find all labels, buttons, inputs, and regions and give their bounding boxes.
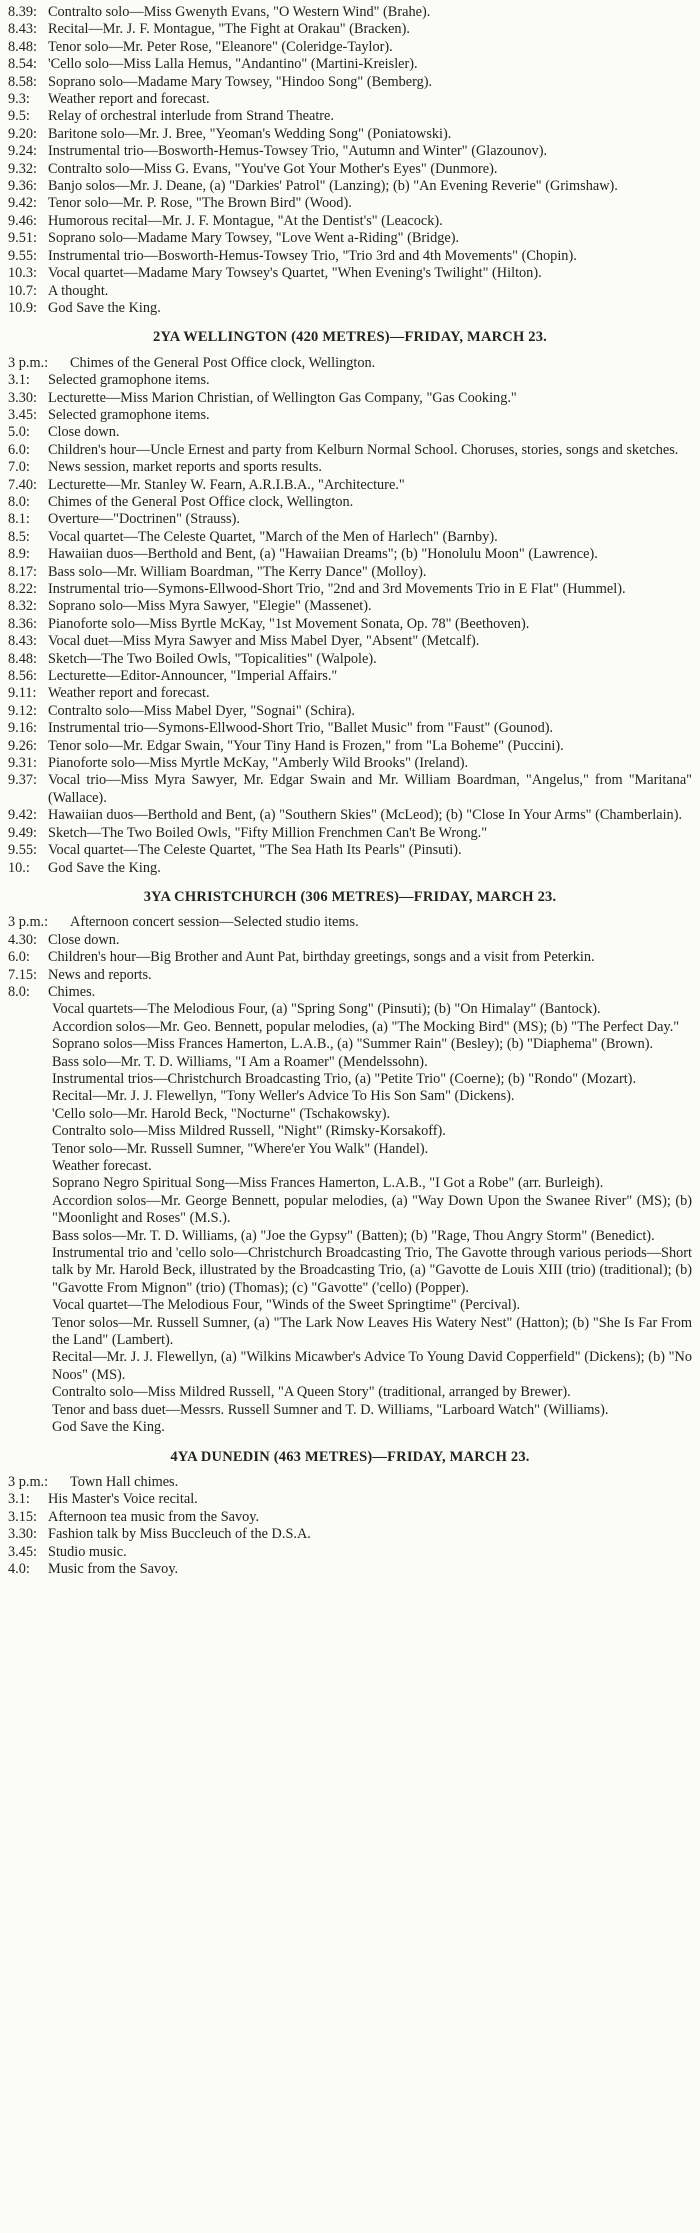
- program-entry: [8, 407, 692, 424]
- program-entry: [8, 807, 692, 824]
- entry-text: Banjo solos—Mr. J. Deane, (a) "Darkies' Patrol" (Lanzing); (b) "An Evening Reverie" (Grimshaw).: [48, 178, 618, 195]
- entry-text: Baritone solo—Mr. J. Bree, "Yeoman's Wedding Song" (Poniatowski).: [48, 125, 452, 142]
- program-entry: [8, 56, 692, 73]
- program-item: Recital—Mr. J. J. Flewellyn, (a) "Wilkins Micawber's Advice To Young David Copperfield" (Dickens); (b) "No Noos" (MS).: [52, 1349, 692, 1383]
- entry-text: Lecturette—Editor-Announcer, "Imperial Affairs.": [48, 668, 338, 685]
- entry-text: Afternoon concert session—Selected studio items.: [70, 914, 359, 931]
- program-item: Contralto solo—Miss Mildred Russell, "Night" (Rimsky-Korsakoff).: [52, 1123, 446, 1140]
- entry-text: Vocal quartet—The Celeste Quartet, "The Sea Hath Its Pearls" (Pinsuti).: [48, 842, 462, 859]
- entry-time: 9.26:: [8, 737, 37, 754]
- entry-text: 'Cello solo—Miss Lalla Hemus, "Andantino" (Martini-Kreisler).: [48, 56, 418, 73]
- program-entry: [8, 300, 692, 317]
- program-entry: [8, 984, 692, 1001]
- entry-time: 9.55:: [8, 247, 37, 264]
- program-entry: [8, 685, 692, 702]
- entry-time: 9.20:: [8, 125, 37, 142]
- entry-time: 8.0:: [8, 493, 30, 510]
- entry-time: 3 p.m.:: [8, 354, 49, 371]
- entry-time: 4.30:: [8, 931, 37, 948]
- entry-text: Contralto solo—Miss Mabel Dyer, "Sognai" (Schira).: [48, 702, 355, 719]
- entry-time: 9.49:: [8, 824, 37, 841]
- entry-time: 9.32:: [8, 160, 37, 177]
- program-entry: [8, 283, 692, 300]
- station-1ya-continued: [8, 4, 692, 317]
- entry-time: 7.40:: [8, 476, 37, 493]
- program-entry: [8, 1474, 692, 1491]
- entry-time: 9.37:: [8, 772, 37, 789]
- entry-time: 10.3:: [8, 265, 37, 282]
- program-entry: [8, 143, 692, 160]
- entry-text: Chimes.: [48, 983, 96, 1000]
- entry-text: Soprano solo—Miss Myra Sawyer, "Elegie" (Massenet).: [48, 598, 372, 615]
- entry-time: 9.51:: [8, 230, 37, 247]
- entry-time: 10.9:: [8, 299, 37, 316]
- program-item: Contralto solo—Miss Mildred Russell, "A Queen Story" (traditional, arranged by Brewer).: [52, 1384, 571, 1401]
- entry-text: Vocal duet—Miss Myra Sawyer and Miss Mabel Dyer, "Absent" (Metcalf).: [48, 633, 480, 650]
- entry-text: Weather report and forecast.: [48, 685, 210, 702]
- entry-time: 9.24:: [8, 143, 37, 160]
- program-item: Accordion solos—Mr. Geo. Bennett, popular melodies, (a) "The Mocking Bird" (MS); (b) "The Perfect Day.": [52, 1018, 680, 1035]
- entry-text: Children's hour—Uncle Ernest and party from Kelburn Normal School. Choruses, stories, songs and sketches.: [48, 441, 679, 458]
- program-entry: [8, 860, 692, 877]
- program-entry: [8, 108, 692, 125]
- entry-time: 3 p.m.:: [8, 914, 49, 931]
- entry-text: Recital—Mr. J. F. Montague, "The Fight at Orakau" (Bracken).: [48, 21, 410, 38]
- entry-text: Children's hour—Big Brother and Aunt Pat, birthday greetings, songs and a visit from Peterkin.: [48, 949, 595, 966]
- station-heading: 4YA DUNEDIN (463 METRES)—FRIDAY, MARCH 23.: [170, 1448, 530, 1465]
- entry-time: 8.54:: [8, 56, 37, 73]
- program-entry: [8, 616, 692, 633]
- entry-text: Instrumental trio—Symons-Ellwood-Short Trio, "2nd and 3rd Movements Trio in E Flat" (Hummel).: [48, 581, 626, 597]
- evening-program-items: [8, 1001, 692, 1436]
- program-item: Instrumental trios—Christchurch Broadcasting Trio, (a) "Petite Trio" (Coerne); (b) "Rondo" (Mozart).: [52, 1070, 637, 1087]
- program-item: Instrumental trio and 'cello solo—Christchurch Broadcasting Trio, The Gavotte through various periods—Short talk by Mr. Harold Beck, illustrated by the Broadcasting Trio, (a) "Gavotte de Louis XIII (trio) (traditional); (b) "Gavotte From Mignon" (trio) (Thomas); (c) "Gavotte" ('cello) (Popper).: [52, 1245, 692, 1296]
- entry-text: Relay of orchestral interlude from Strand Theatre.: [48, 108, 334, 125]
- entry-time: 9.55:: [8, 842, 37, 859]
- program-entry: [8, 424, 692, 441]
- program-item: Soprano solos—Miss Frances Hamerton, L.A.B., (a) "Summer Rain" (Besley); (b) "Diaphema" (Brown).: [52, 1036, 654, 1053]
- entry-text: Instrumental trio—Symons-Ellwood-Short Trio, "Ballet Music" from "Faust" (Gounod).: [48, 720, 554, 737]
- entry-time: 8.56:: [8, 668, 37, 685]
- entry-time: 10.7:: [8, 282, 37, 299]
- entry-time: 8.22:: [8, 581, 37, 597]
- entry-text: Town Hall chimes.: [70, 1473, 179, 1490]
- entry-time: 8.17:: [8, 563, 37, 580]
- entry-time: 8.58:: [8, 73, 37, 90]
- program-entry: [8, 265, 692, 282]
- program-entry: [8, 581, 692, 598]
- program-entry: [8, 564, 692, 581]
- program-item: 'Cello solo—Mr. Harold Beck, "Nocturne" (Tschakowsky).: [52, 1105, 391, 1122]
- entry-time: 8.48:: [8, 650, 37, 667]
- program-entry: [8, 598, 692, 615]
- entry-text: Weather report and forecast.: [48, 91, 210, 108]
- entry-text: Close down.: [48, 931, 120, 948]
- entry-time: 9.11:: [8, 685, 37, 702]
- program-item: Tenor solos—Mr. Russell Sumner, (a) "The Lark Now Leaves His Watery Nest" (Hatton); (b) "She Is Far From the Land" (Lambert).: [52, 1314, 692, 1349]
- entry-time: 7.15:: [8, 966, 37, 983]
- entry-text: Soprano solo—Madame Mary Towsey, "Hindoo Song" (Bemberg).: [48, 73, 433, 90]
- entry-text: Lecturette—Miss Marion Christian, of Wellington Gas Company, "Gas Cooking.": [48, 389, 517, 406]
- program-item: Tenor solo—Mr. Russell Sumner, "Where'er You Walk" (Handel).: [52, 1140, 429, 1157]
- entry-time: 3.30:: [8, 389, 37, 406]
- entry-text: Instrumental trio—Bosworth-Hemus-Towsey Trio, "Autumn and Winter" (Glazounov).: [48, 143, 548, 160]
- entry-time: 9.16:: [8, 720, 37, 737]
- program-entry: [8, 91, 692, 108]
- entry-text: Fashion talk by Miss Buccleuch of the D.S.A.: [48, 1526, 311, 1543]
- program-item: Recital—Mr. J. J. Flewellyn, "Tony Weller's Advice To His Son Sam" (Dickens).: [52, 1088, 515, 1105]
- program-entry: [8, 74, 692, 91]
- entry-time: 9.31:: [8, 755, 37, 772]
- entry-text: Tenor solo—Mr. P. Rose, "The Brown Bird" (Wood).: [48, 195, 352, 212]
- entry-time: 9.3:: [8, 91, 30, 108]
- station-heading: 2YA WELLINGTON (420 METRES)—FRIDAY, MARCH 23.: [153, 329, 547, 346]
- program-entry: [8, 230, 692, 247]
- entry-text: News and reports.: [48, 966, 152, 983]
- program-item: God Save the King.: [52, 1419, 165, 1436]
- program-entry: [8, 494, 692, 511]
- program-entry: [8, 372, 692, 389]
- entry-time: 9.12:: [8, 702, 37, 719]
- program-entry: [8, 842, 692, 859]
- program-entry: [8, 668, 692, 685]
- entry-text: Lecturette—Mr. Stanley W. Fearn, A.R.I.B.A., "Architecture.": [48, 476, 405, 493]
- entry-time: 4.0:: [8, 1560, 30, 1577]
- entry-text: His Master's Voice recital.: [48, 1491, 198, 1508]
- entry-text: Contralto solo—Miss G. Evans, "You've Got Your Mother's Eyes" (Dunmore).: [48, 160, 498, 177]
- program-entry: [8, 1544, 692, 1561]
- entry-time: 8.1:: [8, 511, 30, 528]
- program-entry: [8, 633, 692, 650]
- program-entry: [8, 126, 692, 143]
- entry-text: Selected gramophone items.: [48, 406, 210, 423]
- entry-text: Vocal trio—Miss Myra Sawyer, Mr. Edgar Swain and Mr. William Boardman, "Angelus," from "Maritana" (Wallace).: [48, 772, 692, 806]
- entry-time: 9.42:: [8, 195, 37, 212]
- entry-time: 9.46:: [8, 212, 37, 229]
- entry-text: Vocal quartet—The Celeste Quartet, "March of the Men of Harlech" (Barnby).: [48, 528, 498, 545]
- entry-time: 3.45:: [8, 1543, 37, 1560]
- entry-text: Sketch—The Two Boiled Owls, "Fifty Million Frenchmen Can't Be Wrong.": [48, 824, 488, 841]
- program-entry: [8, 755, 692, 772]
- station-3ya-christchurch: [8, 889, 692, 1437]
- entry-text: Selected gramophone items.: [48, 372, 210, 389]
- program-entry: [8, 738, 692, 755]
- program-entry: [8, 21, 692, 38]
- program-entry: [8, 39, 692, 56]
- program-entry: [8, 949, 692, 966]
- entry-text: News session, market reports and sports results.: [48, 459, 322, 476]
- program-entry: [8, 213, 692, 230]
- entry-text: God Save the King.: [48, 299, 161, 316]
- entry-text: Pianoforte solo—Miss Myrtle McKay, "Amberly Wild Brooks" (Ireland).: [48, 755, 469, 772]
- program-item: Bass solo—Mr. T. D. Williams, "I Am a Roamer" (Mendelssohn).: [52, 1053, 428, 1070]
- station-4ya-dunedin: [8, 1449, 692, 1579]
- entry-text: Contralto solo—Miss Gwenyth Evans, "O Western Wind" (Brahe).: [48, 4, 431, 20]
- program-entry: [8, 161, 692, 178]
- program-entry: [8, 4, 692, 21]
- entry-text: Humorous recital—Mr. J. F. Montague, "At the Dentist's" (Leacock).: [48, 212, 443, 229]
- station-heading: 3YA CHRISTCHURCH (306 METRES)—FRIDAY, MARCH 23.: [143, 888, 557, 905]
- entry-time: 6.0:: [8, 949, 30, 966]
- entry-time: 8.43:: [8, 633, 37, 650]
- program-entry: [8, 195, 692, 212]
- entry-text: Chimes of the General Post Office clock, Wellington.: [48, 493, 354, 510]
- entry-time: 6.0:: [8, 441, 30, 458]
- entry-text: Close down.: [48, 424, 120, 441]
- entry-text: Overture—"Doctrinen" (Strauss).: [48, 511, 240, 528]
- program-entry: [8, 651, 692, 668]
- entry-text: Pianoforte solo—Miss Byrtle McKay, "1st Movement Sonata, Op. 78" (Beethoven).: [48, 615, 530, 632]
- entry-time: 9.5:: [8, 108, 30, 125]
- entry-text: Vocal quartet—Madame Mary Towsey's Quartet, "When Evening's Twilight" (Hilton).: [48, 265, 542, 282]
- entry-text: A thought.: [48, 282, 109, 299]
- program-item: Tenor and bass duet—Messrs. Russell Sumner and T. D. Williams, "Larboard Watch" (Williams).: [52, 1401, 609, 1418]
- entry-time: 9.36:: [8, 178, 37, 195]
- program-entry: [8, 477, 692, 494]
- entry-time: 5.0:: [8, 424, 30, 441]
- program-entry: [8, 703, 692, 720]
- program-entry: [8, 178, 692, 195]
- program-entry: [8, 442, 692, 459]
- program-entry: [8, 914, 692, 931]
- entry-text: Sketch—The Two Boiled Owls, "Topicalities" (Walpole).: [48, 650, 377, 667]
- program-entry: [8, 355, 692, 372]
- entry-time: 10.:: [8, 859, 30, 876]
- entry-time: 3 p.m.:: [8, 1473, 49, 1490]
- entry-text: Afternoon tea music from the Savoy.: [48, 1508, 260, 1525]
- entry-time: 8.0:: [8, 983, 30, 1000]
- program-item: Vocal quartets—The Melodious Four, (a) "Spring Song" (Pinsuti); (b) "On Himalay" (Bantock).: [52, 1001, 601, 1018]
- entry-time: 3.1:: [8, 372, 30, 389]
- program-entry: [8, 1509, 692, 1526]
- entry-text: Bass solo—Mr. William Boardman, "The Kerry Dance" (Molloy).: [48, 563, 427, 580]
- entry-time: 8.32:: [8, 598, 37, 615]
- entry-time: 3.45:: [8, 406, 37, 423]
- program-entry: [8, 1526, 692, 1543]
- program-entry: [8, 546, 692, 563]
- entry-text: Studio music.: [48, 1543, 127, 1560]
- entry-time: 8.36:: [8, 615, 37, 632]
- program-entry: [8, 511, 692, 528]
- entry-time: 7.0:: [8, 459, 30, 476]
- program-entry: [8, 390, 692, 407]
- entry-time: 8.43:: [8, 21, 37, 38]
- program-entry: [8, 1561, 692, 1578]
- entry-time: 3.30:: [8, 1526, 37, 1543]
- entry-time: 8.5:: [8, 528, 30, 545]
- entry-text: Instrumental trio—Bosworth-Hemus-Towsey Trio, "Trio 3rd and 4th Movements" (Chopin).: [48, 247, 577, 264]
- entry-text: God Save the King.: [48, 859, 161, 876]
- entry-text: Tenor solo—Mr. Peter Rose, "Eleanore" (Coleridge-Taylor).: [48, 38, 393, 55]
- program-entry: [8, 967, 692, 984]
- program-entry: [8, 772, 692, 807]
- program-item: Soprano Negro Spiritual Song—Miss Frances Hamerton, L.A.B., "I Got a Robe" (arr. Burleigh).: [52, 1175, 604, 1192]
- entry-text: Music from the Savoy.: [48, 1560, 179, 1577]
- entry-time: 8.39:: [8, 4, 37, 20]
- program-item: Accordion solos—Mr. George Bennett, popular melodies, (a) "Way Down Upon the Swanee River" (MS); (b) "Moonlight and Roses" (M.S.).: [52, 1192, 692, 1227]
- program-entry: [8, 825, 692, 842]
- station-2ya-wellington: [8, 329, 692, 877]
- entry-time: 8.9:: [8, 546, 30, 563]
- program-entry: [8, 248, 692, 265]
- program-entry: [8, 932, 692, 949]
- entry-time: 3.15:: [8, 1508, 37, 1525]
- entry-text: Chimes of the General Post Office clock, Wellington.: [70, 354, 376, 371]
- program-item: Vocal quartet—The Melodious Four, "Winds of the Sweet Springtime" (Percival).: [52, 1297, 521, 1314]
- program-item: Weather forecast.: [52, 1158, 152, 1174]
- program-entry: [8, 459, 692, 476]
- entry-text: Soprano solo—Madame Mary Towsey, "Love Went a-Riding" (Bridge).: [48, 230, 460, 247]
- entry-text: Tenor solo—Mr. Edgar Swain, "Your Tiny Hand is Frozen," from "La Boheme" (Puccini).: [48, 737, 564, 754]
- entry-time: 3.1:: [8, 1491, 30, 1508]
- entry-text: Hawaiian duos—Berthold and Bent, (a) "Hawaiian Dreams"; (b) "Honolulu Moon" (Lawrence).: [48, 546, 598, 563]
- entry-text: Hawaiian duos—Berthold and Bent, (a) "Southern Skies" (McLeod); (b) "Close In Your Arms" (Chamberlain).: [48, 807, 683, 824]
- entry-time: 8.48:: [8, 38, 37, 55]
- entry-time: 9.42:: [8, 807, 37, 824]
- program-entry: [8, 1491, 692, 1508]
- program-entry: [8, 720, 692, 737]
- program-item: Bass solos—Mr. T. D. Williams, (a) "Joe the Gypsy" (Batten); (b) "Rage, Thou Angry Storm" (Benedict).: [52, 1227, 655, 1244]
- program-entry: [8, 529, 692, 546]
